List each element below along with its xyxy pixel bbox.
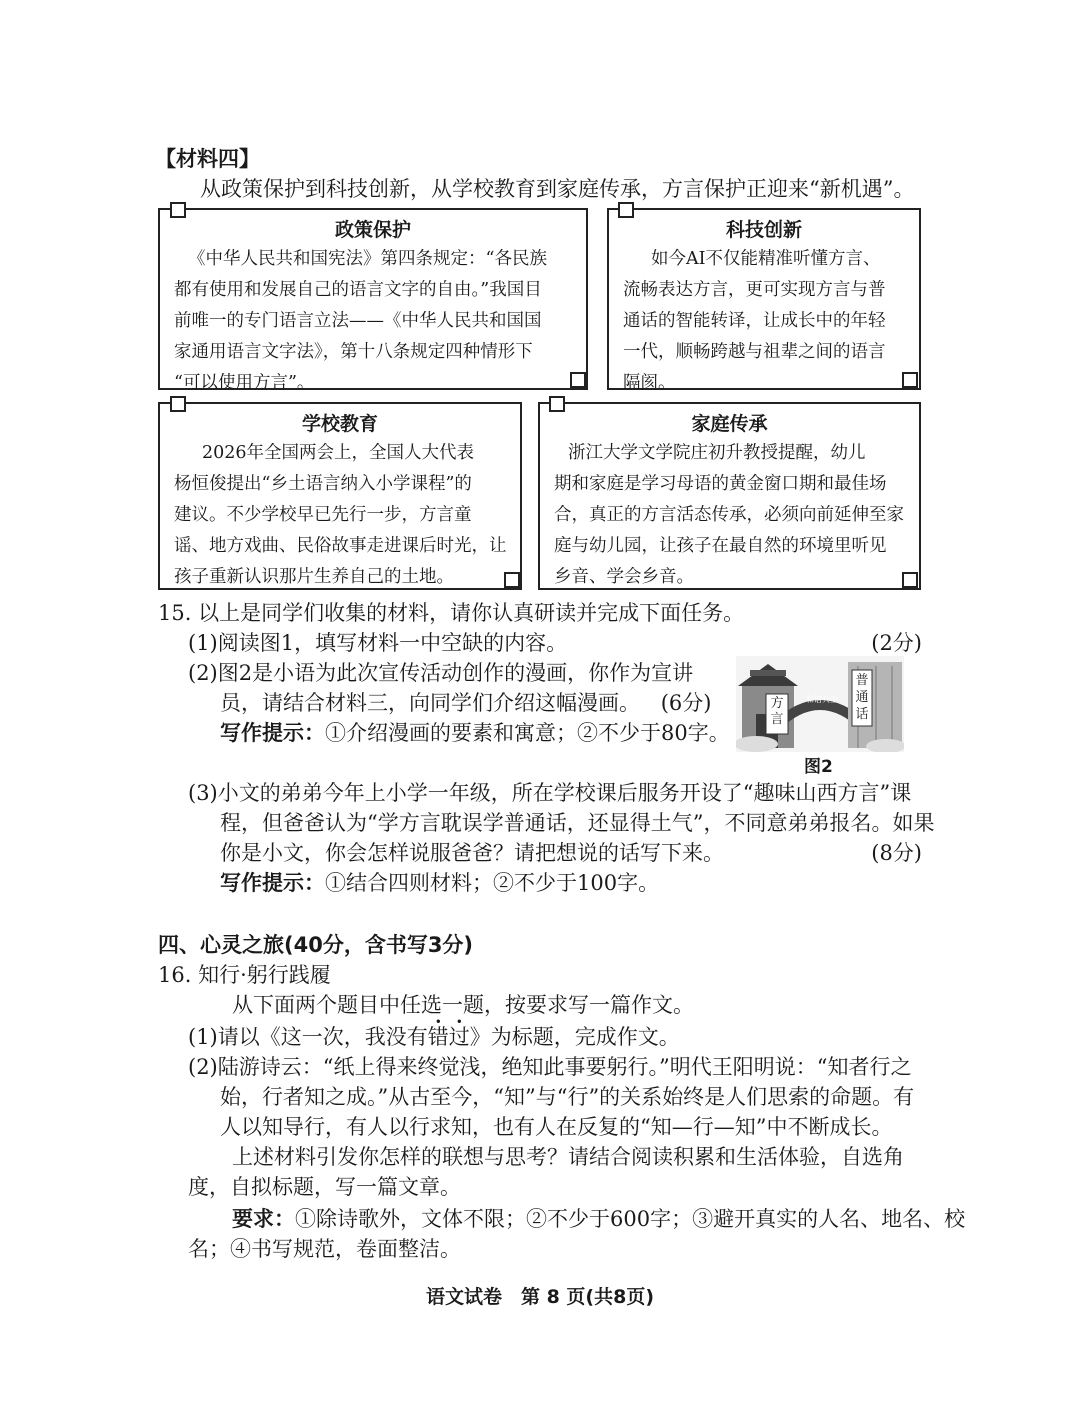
q16-requirements-text: ①除诗歌外，文体不限；②不少于600字；③避开真实的人名、地名、校 bbox=[295, 1207, 966, 1231]
cartoon-sign-left: 方言 bbox=[770, 696, 784, 727]
q15-sub3-hint-label: 写作提示： bbox=[220, 871, 325, 895]
corner-ornament bbox=[570, 372, 586, 388]
policy-line: 都有使用和发展自己的语言文字的自由。”我国目 bbox=[174, 280, 542, 300]
q16-option1-emphasis-char: 过 bbox=[448, 1025, 470, 1049]
school-line: 2026年全国两会上，全国人大代表 bbox=[202, 443, 475, 463]
family-line: 庭与幼儿园，让孩子在最自然的环境里听见 bbox=[554, 536, 887, 556]
q16-requirements-line1 bbox=[232, 1204, 965, 1234]
q15-sub1 bbox=[188, 628, 922, 658]
q15-sub3-line3 bbox=[220, 838, 922, 868]
corner-ornament bbox=[618, 202, 634, 218]
q16-option1-emphasis-char: 错 bbox=[427, 1025, 449, 1049]
family-box bbox=[538, 402, 921, 590]
family-line: 合，真正的方言活态传承，必须向前延伸至家 bbox=[554, 505, 904, 525]
tech-line: 如今AI不仅能精准听懂方言、 bbox=[651, 249, 881, 269]
q15-sub3-hint-text: ①结合四则材料；②不少于100字。 bbox=[325, 871, 660, 895]
q16-option1 bbox=[188, 1022, 680, 1052]
q15-sub1-points: (2分) bbox=[871, 631, 922, 655]
family-line: 期和家庭是学习母语的黄金窗口期和最佳场 bbox=[554, 474, 887, 494]
corner-ornament bbox=[504, 572, 520, 588]
school-line: 孩子重新认识那片生养自己的土地。 bbox=[174, 567, 454, 587]
school-line: 杨恒俊提出“乡土语言纳入小学课程”的 bbox=[174, 474, 472, 494]
q15-sub3-hint bbox=[220, 868, 659, 898]
policy-line: 《中华人民共和国宪法》第四条规定：“各民族 bbox=[188, 249, 547, 269]
q16-prompt-line2: 度，自拟标题，写一篇文章。 bbox=[188, 1175, 461, 1199]
cartoon-figure bbox=[736, 656, 904, 752]
figure2-caption: 图2 bbox=[804, 757, 833, 777]
corner-ornament bbox=[170, 396, 186, 412]
school-box bbox=[158, 402, 522, 590]
q16-option2-line2: 始，行者知之成。”从古至今，“知”与“行”的关系始终是人们思索的命题。有 bbox=[220, 1085, 915, 1109]
q16-requirements-label: 要求： bbox=[232, 1207, 295, 1231]
q16-option1-post: 》为标题，完成作文。 bbox=[469, 1025, 680, 1049]
material-heading: 【材料四】 bbox=[155, 147, 260, 171]
policy-box bbox=[158, 208, 588, 393]
q16-stem: 16. 知行·躬行践履 bbox=[158, 963, 331, 987]
q15-sub2-line1: (2)图2是小语为此次宣传活动创作的漫画，你作为宣讲 bbox=[188, 661, 694, 685]
section4-heading: 四、心灵之旅(40分，含书写3分) bbox=[158, 933, 474, 957]
q15-sub3-line2: 程，但爸爸认为“学方言耽误学普通话，还显得土气”，不同意弟弟报名。如果 bbox=[220, 811, 935, 835]
school-box-title: 学校教育 bbox=[301, 413, 378, 435]
policy-line: “可以使用方言”。 bbox=[174, 373, 315, 393]
policy-line: 家通用语言文字法》，第十八条规定四种情形下 bbox=[174, 342, 533, 362]
q15-sub2-hint bbox=[220, 718, 730, 748]
family-line: 浙江大学文学院庄初升教授提醒，幼儿 bbox=[568, 443, 866, 463]
material-intro: 从政策保护到科技创新，从学校教育到家庭传承，方言保护正迎来“新机遇”。 bbox=[200, 177, 915, 201]
tech-line: 隔阂。 bbox=[623, 373, 676, 393]
tech-line: 通话的智能转译，让成长中的年轻 bbox=[623, 311, 886, 331]
cartoon-arch-text: 和谐共生 bbox=[806, 695, 838, 704]
q15-sub1-text: (1)阅读图1，填写材料一中空缺的内容。 bbox=[188, 631, 568, 655]
policy-line: 前唯一的专门语言立法——《中华人民共和国国 bbox=[174, 311, 542, 331]
family-line: 乡音、学会乡音。 bbox=[554, 567, 694, 587]
school-line: 谣、地方戏曲、民俗故事走进课后时光，让 bbox=[174, 536, 507, 556]
q15-stem: 15. 以上是同学们收集的材料，请你认真研读并完成下面任务。 bbox=[158, 601, 745, 625]
q16-requirements-line2: 名；④书写规范，卷面整洁。 bbox=[188, 1237, 461, 1261]
q16-option1-pre: (1)请以《这一次，我没有 bbox=[188, 1025, 428, 1049]
cartoon-sign-right: 普通话 bbox=[855, 673, 869, 722]
policy-box-title: 政策保护 bbox=[334, 219, 411, 241]
corner-ornament bbox=[170, 202, 186, 218]
tech-box bbox=[607, 208, 921, 393]
q15-sub3-line3-text: 你是小文，你会怎样说服爸爸？请把想说的话写下来。 bbox=[220, 841, 724, 865]
q15-sub3-line1: (3)小文的弟弟今年上小学一年级，所在学校课后服务开设了“趣味山西方言”课 bbox=[188, 781, 912, 805]
q15-sub2-line2-text: 员，请结合材料三，向同学们介绍这幅漫画。 bbox=[220, 691, 640, 715]
corner-ornament bbox=[902, 572, 918, 588]
school-line: 建议。不少学校早已先行一步，方言童 bbox=[174, 505, 472, 525]
q15-sub2-points: (6分) bbox=[660, 691, 712, 715]
q15-sub2-line2 bbox=[220, 688, 711, 718]
q16-prompt-line1: 上述材料引发你怎样的联想与思考？请结合阅读积累和生活体验，自选角 bbox=[232, 1145, 904, 1169]
corner-ornament bbox=[549, 396, 565, 412]
tech-box-title: 科技创新 bbox=[725, 219, 802, 241]
q16-option2-line3: 人以知导行，有人以行求知，也有人在反复的“知—行—知”中不断成长。 bbox=[220, 1115, 893, 1139]
tech-line: 一代，顺畅跨越与祖辈之间的语言 bbox=[623, 342, 886, 362]
family-box-title: 家庭传承 bbox=[691, 413, 768, 435]
q16-intro: 从下面两个题目中任选一题，按要求写一篇作文。 bbox=[232, 993, 694, 1017]
q15-sub2-hint-label: 写作提示： bbox=[220, 721, 325, 745]
corner-ornament bbox=[902, 372, 918, 388]
q15-sub2-hint-text: ①介绍漫画的要素和寓意；②不少于80字。 bbox=[325, 721, 730, 745]
q16-option2-line1: (2)陆游诗云：“纸上得来终觉浅，绝知此事要躬行。”明代王阳明说：“知者行之 bbox=[188, 1055, 912, 1079]
q15-sub3-points: (8分) bbox=[871, 841, 922, 865]
page-footer: 语文试卷 第 8 页(共8页) bbox=[425, 1286, 655, 1308]
tech-line: 流畅表达方言，更可实现方言与普 bbox=[623, 280, 886, 300]
